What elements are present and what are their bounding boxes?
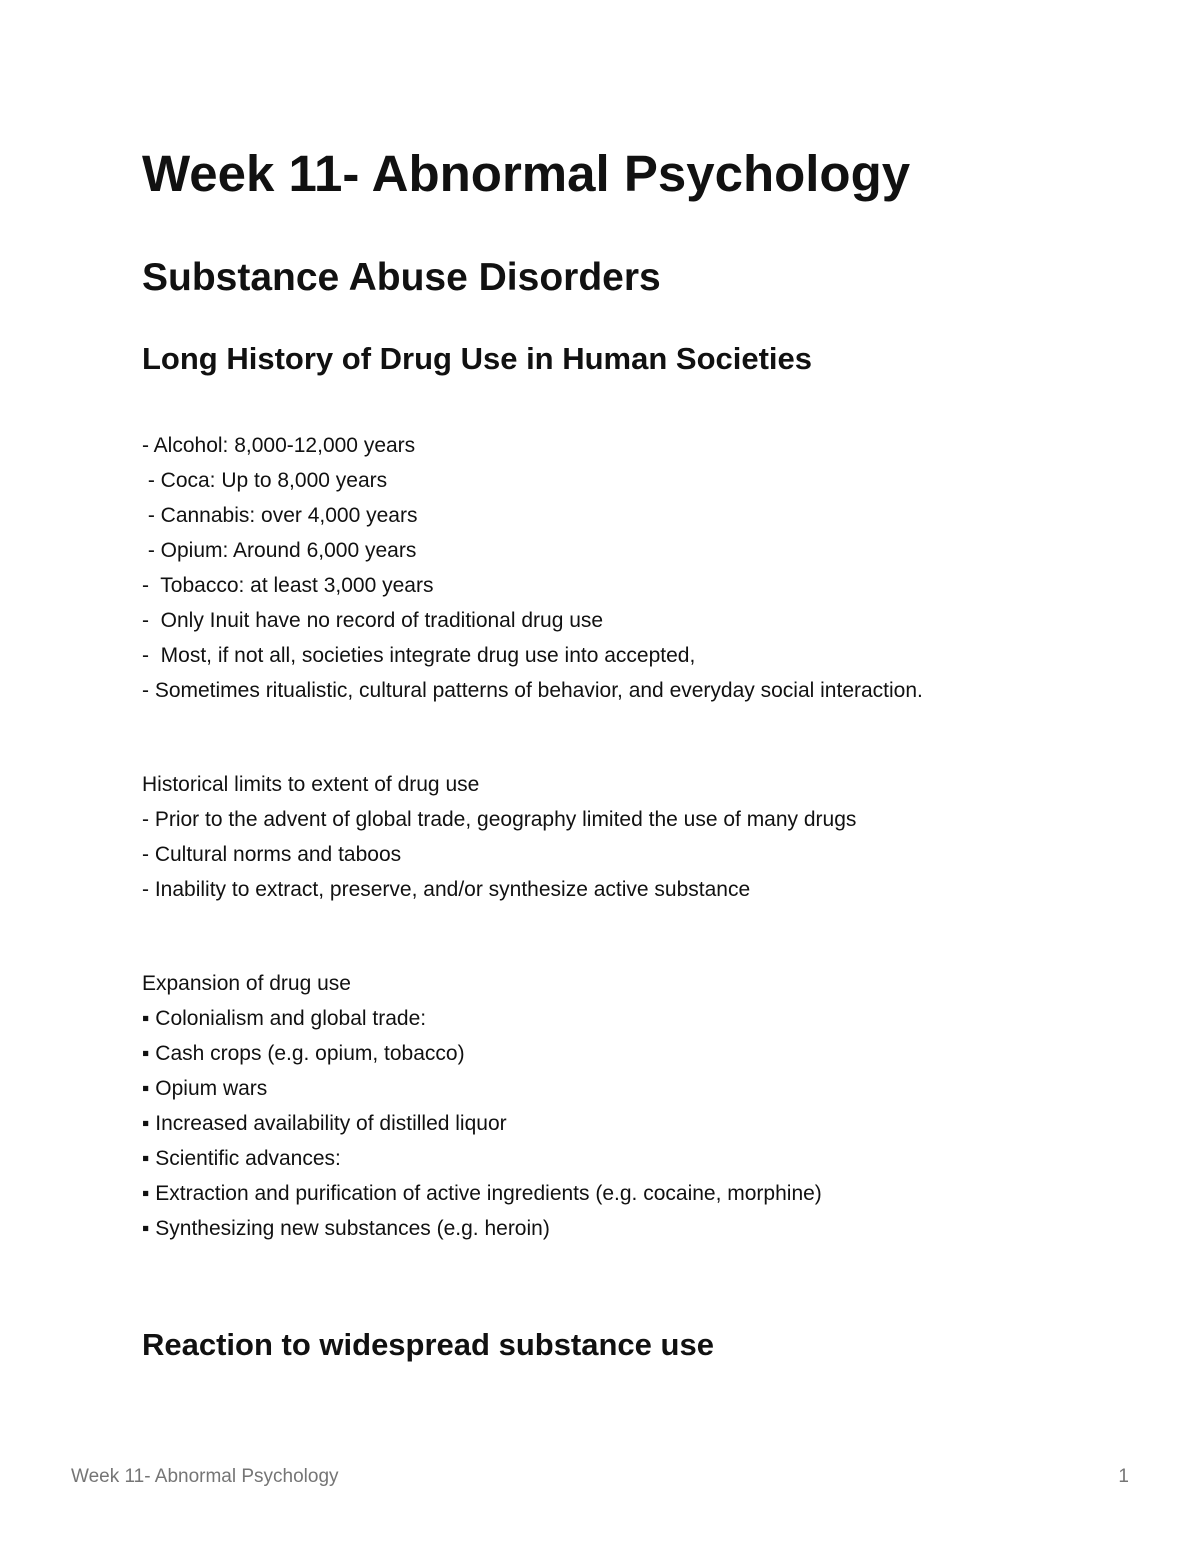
list-item: - Most, if not all, societies integrate drug use into accepted, [142, 644, 696, 667]
section-heading-reaction: Reaction to widespread substance use [142, 1327, 714, 1362]
page-subtitle: Substance Abuse Disorders [142, 256, 661, 299]
list-item: - Inability to extract, preserve, and/or synthesize active substance [142, 878, 751, 901]
list-item: - Opium: Around 6,000 years [142, 539, 417, 562]
footer-title: Week 11- Abnormal Psychology [71, 1466, 339, 1487]
expansion-section [142, 966, 822, 1246]
expansion-list [142, 1001, 822, 1246]
limits-lead: Historical limits to extent of drug use [142, 773, 480, 796]
list-item: ▪ Scientific advances: [142, 1147, 341, 1170]
history-list [142, 428, 923, 708]
list-item: - Sometimes ritualistic, cultural patterns of behavior, and everyday social interaction. [142, 679, 923, 702]
section-heading-history: Long History of Drug Use in Human Societies [142, 341, 813, 376]
list-item: - Prior to the advent of global trade, geography limited the use of many drugs [142, 808, 857, 831]
limits-list [142, 802, 856, 907]
list-item: ▪ Increased availability of distilled liquor [142, 1112, 507, 1135]
list-item: ▪ Cash crops (e.g. opium, tobacco) [142, 1042, 465, 1065]
list-item: - Cultural norms and taboos [142, 843, 402, 866]
list-item: - Coca: Up to 8,000 years [142, 469, 388, 492]
page-title: Week 11- Abnormal Psychology [142, 145, 911, 202]
list-item: ▪ Opium wars [142, 1077, 268, 1100]
footer-page-number: 1 [1118, 1466, 1129, 1487]
list-item: - Tobacco: at least 3,000 years [142, 574, 434, 597]
expansion-lead: Expansion of drug use [142, 972, 351, 995]
list-item: - Cannabis: over 4,000 years [142, 504, 418, 527]
list-item: ▪ Colonialism and global trade: [142, 1007, 427, 1030]
limits-section [142, 767, 856, 907]
list-item: ▪ Extraction and purification of active ingredients (e.g. cocaine, morphine) [142, 1182, 822, 1205]
list-item: - Only Inuit have no record of traditional drug use [142, 609, 604, 632]
list-item: - Alcohol: 8,000-12,000 years [142, 434, 416, 457]
list-item: ▪ Synthesizing new substances (e.g. heroin) [142, 1217, 550, 1240]
